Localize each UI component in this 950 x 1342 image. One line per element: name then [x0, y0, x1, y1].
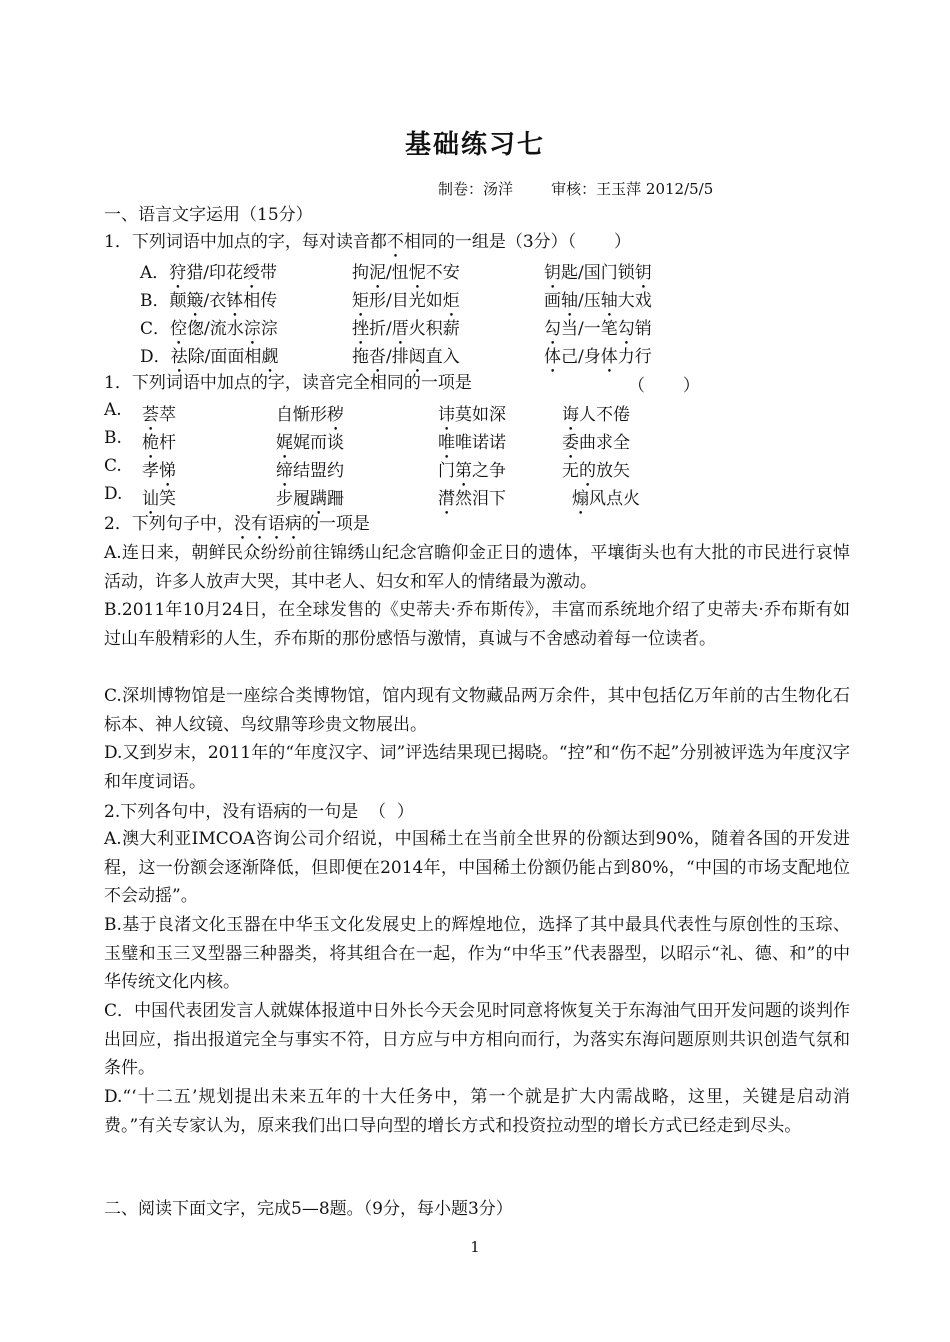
q2a-option-a: A.连日来，朝鲜民众纷纷前往锦绣山纪念宫瞻仰金正日的遗体，平壤街头也有大批的市民进行哀悼活动，许多人放声大哭，其中老人、妇女和军人的情绪最为激动。 [104, 543, 850, 592]
q1b-word-b3: 唯唯诺诺 [438, 433, 506, 453]
q1a-option-d2: 拖沓/排闼直入 [352, 347, 460, 367]
q1b-word-c2: 缔结盟约 [276, 461, 344, 481]
q1a-option-d3: 体己/身体力行 [544, 347, 652, 367]
q1b-word-c1: 孝悌 [142, 461, 176, 481]
q1a-option-c2: 挫折/厝火积薪 [352, 319, 460, 339]
q2a-option-b: B.2011年10月24日，在全球发售的《史蒂夫·乔布斯传》，丰富而系统地介绍了史蒂夫·乔布斯有如过山车般精彩的人生，乔布斯的那份感悟与激情，真诚与不舍感动着每一位读者。 [104, 600, 850, 649]
q1a-option-b1: B．颠簸/衣钵相传 [140, 291, 278, 311]
q1a-option-a1: A．狩猎/印花绶带 [140, 263, 278, 283]
section-heading-1: 一、语言文字运用（15分） [104, 205, 313, 225]
q2b-stem: 2.下列各句中，没有语病的一句是 （ ） [104, 802, 414, 822]
q1b-label-d: D. [104, 484, 123, 504]
q1b-word-a2: 自惭形秽 [276, 405, 344, 425]
author-info: 制卷：汤洋 审核：王玉萍 2012/5/5 [438, 180, 714, 198]
q1a-stem: 1．下列词语中加点的字，每对读音都不相同的一组是（3分）（ ） [104, 232, 631, 252]
q1a-option-a2: 拘泥/忸怩不安 [352, 263, 460, 283]
q2b-option-b: B.基于良渚文化玉器在中华玉文化发展史上的辉煌地位，选择了其中最具代表性与原创性的玉琮、玉璧和玉三叉型器三种器类，将其组合在一起，作为“中华玉”代表器型，以昭示“礼、德、和”的中华传统文化内核。 [104, 915, 850, 993]
q1b-word-a1: 荟萃 [142, 405, 176, 425]
q1b-stem: 1．下列词语中加点的字，读音完全相同的一项是 [104, 373, 472, 393]
page-title: 基础练习七 [404, 130, 545, 160]
q1b-word-c4: 无的放矢 [562, 461, 630, 481]
q1a-option-d1: D．祛除/面面相觑 [140, 347, 279, 367]
q1b-word-b4: 委曲求全 [562, 433, 630, 453]
q1b-word-a3: 讳莫如深 [438, 405, 506, 425]
q1b-label-a: A. [104, 400, 122, 420]
q2a-option-d: D.又到岁末，2011年的“年度汉字、词”评选结果现已揭晓。“控”和“伤不起”分别被评选为年度汉字和年度词语。 [104, 743, 850, 792]
q1a-option-a3: 钥匙/国门锁钥 [544, 263, 652, 283]
q1b-label-b: B. [104, 428, 122, 448]
q1b-word-c3: 门第之争 [438, 461, 506, 481]
q1a-option-b3: 画轴/压轴大戏 [544, 291, 652, 311]
q1b-word-d3: 潸然泪下 [438, 489, 506, 509]
q2a-stem: 2．下列句子中，没有语病的一项是 [104, 514, 370, 534]
q1b-word-b1: 桅杆 [142, 433, 176, 453]
q2b-option-a: A.澳大利亚IMCOA咨询公司介绍说，中国稀土在当前全世界的份额达到90%，随着各国的开发进程，这一份额会逐渐降低，但即便在2014年，中国稀土份额仍能占到80%，“中国的市场支配地位不会动摇”。 [104, 829, 850, 907]
q1b-answer-paren: （ ） [628, 376, 700, 396]
section-heading-2: 二、阅读下面文字，完成5—8题。（9分，每小题3分） [104, 1199, 513, 1219]
q2a-option-c: C.深圳博物馆是一座综合类博物馆，馆内现有文物藏品两万余件，其中包括亿万年前的古生物化石标本、神人纹镜、鸟纹鼎等珍贵文物展出。 [104, 686, 850, 735]
q1a-option-b2: 矩形/目光如炬 [352, 291, 460, 311]
page-number: 1 [470, 1238, 480, 1256]
q1a-option-c1: C．倥偬/流水淙淙 [140, 319, 278, 339]
q2b-option-d: D.“‘十二五’规划提出未来五年的十大任务中，第一个就是扩大内需战略，这里，关键是启动消费。”有关专家认为，原来我们出口导向型的增长方式和投资拉动型的增长方式已经走到尽头。 [104, 1087, 850, 1136]
q2b-option-c: C．中国代表团发言人就媒体报道中日外长今天会见时同意将恢复关于东海油气田开发问题的谈判作出回应，指出报道完全与事实不符，日方应与中方相向而行，为落实东海问题原则共识创造气氛和条件。 [104, 1001, 850, 1079]
q1b-word-d4: 煽风点火 [572, 489, 640, 509]
q1a-option-c3: 勾当/一笔勾销 [544, 319, 652, 339]
q1b-word-a4: 诲人不倦 [562, 405, 630, 425]
q1b-label-c: C. [104, 456, 122, 476]
q1b-word-d2: 步履蹒跚 [276, 489, 344, 509]
q1b-word-d1: 讪笑 [142, 489, 176, 509]
q1b-word-b2: 娓娓而谈 [276, 433, 344, 453]
